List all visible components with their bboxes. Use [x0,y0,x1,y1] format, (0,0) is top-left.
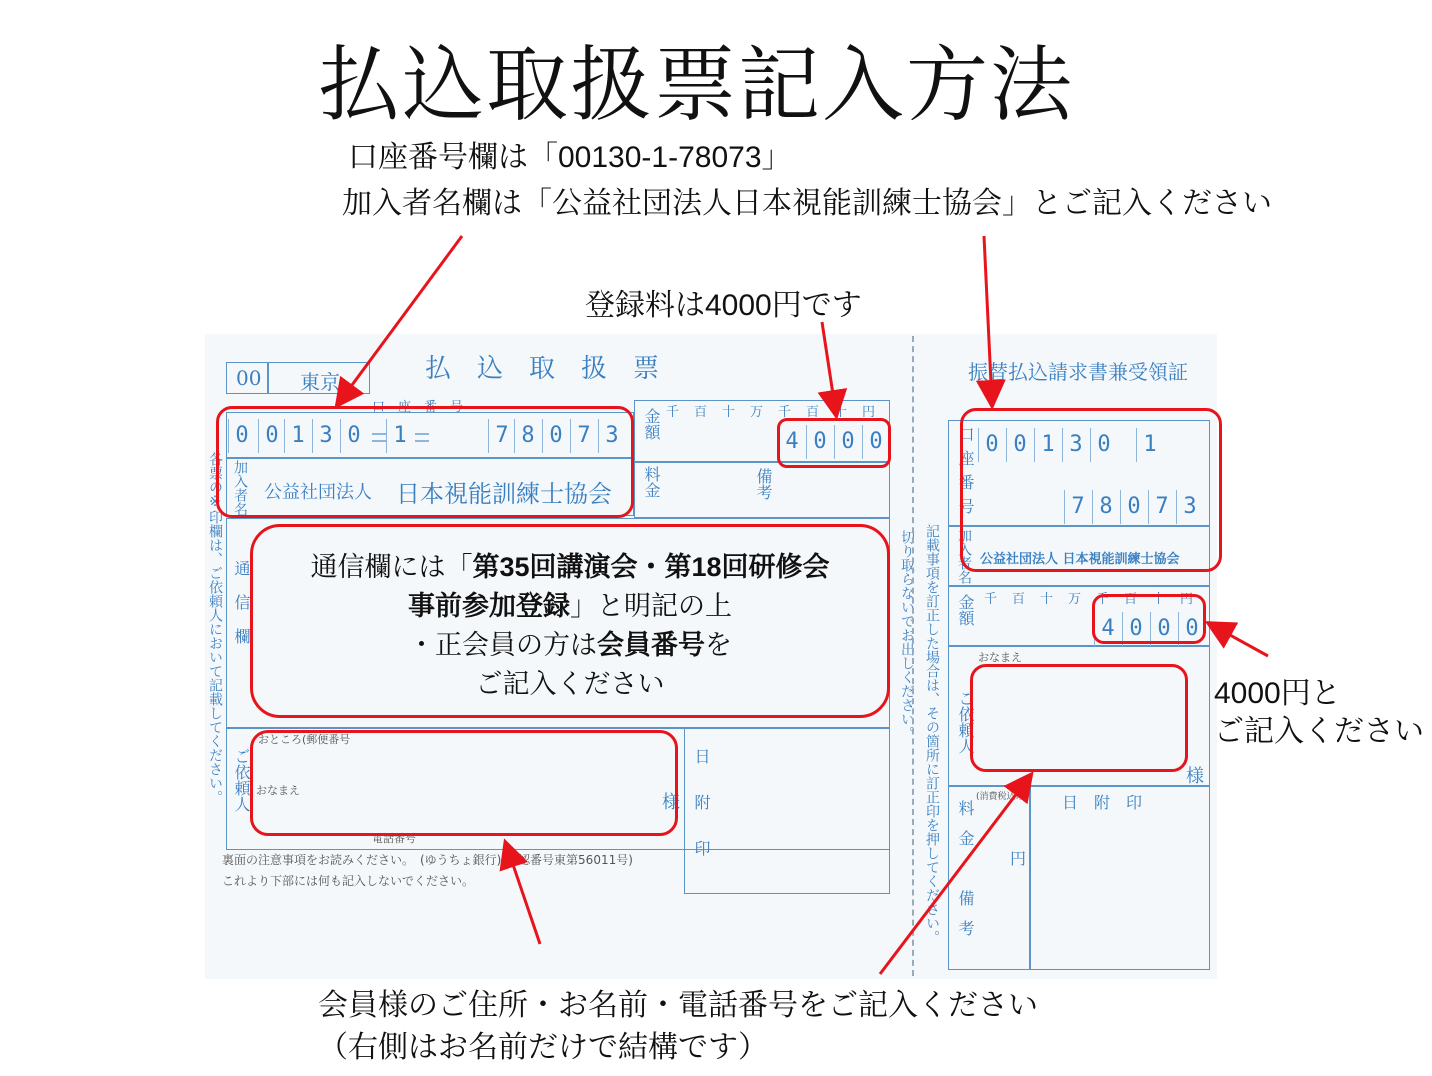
unit-label: 円 [862,405,876,420]
unit-label: 十 [834,405,848,420]
side-note: 各票の※印欄は、ご依頼人において記載してください。 [207,452,223,804]
amount-note-2: ご記入ください [1214,715,1424,748]
account-digit: 0 [542,419,569,453]
receipt-digit: 0 [978,428,1005,462]
receipt-digit: 0 [1006,428,1033,462]
unit-label: 十 [722,405,736,420]
unit-label: 千 [984,592,998,607]
unit-label: 十 [1040,592,1054,607]
subscriber-name-note: 加入者名欄は「公益社団法人日本視能訓練士協会」とご記入ください [342,187,1272,220]
address-hint: おところ(郵便番号 [258,733,351,746]
requester-note-1: 会員様のご住所・お名前・電話番号をご記入ください [318,989,1038,1022]
receipt-subscriber-name: 公益社団法人 日本視能訓練士協会 [980,552,1180,567]
unit-label: 百 [1012,592,1026,607]
receipt-subscriber-label: 加入者名 [956,528,972,584]
receipt-yen: 円 [1010,849,1027,868]
comm-line-1: 通信欄には「第35回講演会・第18回研修会 [310,552,830,582]
account-digit: 7 [488,419,515,453]
amount-digit: 4 [778,425,805,459]
account-digit: 8 [514,419,541,453]
unit-label: 千 [1096,592,1110,607]
receipt-fee-label: 料金 [956,800,975,860]
receipt-remarks-label: 備考 [956,890,975,950]
communication-note [250,548,890,704]
receipt-sama: 様 [1186,766,1204,787]
unit-label: 百 [1124,592,1138,607]
requester-note-2: （右側はお名前だけで結構です） [318,1031,768,1064]
receipt-amount-digit: 0 [1122,612,1149,646]
code-value: 00 [236,366,262,390]
highlight-amount-right [1092,594,1206,644]
amount-note-1: 4000円と [1214,677,1341,710]
unit-label: 万 [750,405,764,420]
city-value: 東京 [300,370,340,394]
receipt-title: 振替払込請求書兼受領証 [968,360,1188,384]
receipt-digit: 0 [1120,490,1147,524]
date-stamp-box [684,728,890,894]
arrow-to-right-amount [1210,624,1268,656]
receipt-digit: 7 [1148,490,1175,524]
footer-note-2: これより下部には何も記入しないでください。 [222,874,475,888]
page-title: 払込取扱票記入方法 [318,38,1075,133]
phone-hint: 電話番号 [372,832,416,845]
unit-label: 千 [666,405,680,420]
account-header: 口 座 番 号 [372,400,464,415]
comm-line-4: ご記入ください [475,669,665,699]
receipt-digit: 3 [1176,490,1203,524]
comm-line-3: ・正会員の方は会員番号を [408,630,732,660]
sama-label: 様 [662,792,680,813]
highlight-account-left [216,406,634,518]
receipt-digit: 1 [1034,428,1061,462]
receipt-name-hint: おなまえ [978,651,1022,664]
requester-label: ご依頼人 [232,748,251,812]
amount-digit: 0 [862,425,889,459]
unit-label: 十 [1152,592,1166,607]
highlight-requester-right [970,664,1188,772]
receipt-date-box [1030,786,1210,970]
receipt-digit: 7 [1064,490,1091,524]
receipt-digit: 8 [1092,490,1119,524]
comm-line-2: 事前参加登録」と明記の上 [408,591,732,621]
separator-line [912,336,914,976]
account-digit: 0 [258,419,285,453]
receipt-digit: 1 [1136,428,1163,462]
account-digit: 0 [228,419,255,453]
unit-label: 万 [1068,592,1082,607]
receipt-amount-digit: 4 [1094,612,1121,646]
fee-label: 料金 [642,466,661,498]
subscriber-name-big: 日本視能訓練士協会 [396,480,612,508]
fee-note: 登録料は4000円です [585,289,862,322]
account-digit: 0 [340,419,367,453]
highlight-account-right [960,408,1222,572]
account-digit: 1 [386,419,413,453]
subscriber-label: 加入者名 [232,460,248,516]
receipt-requester-label: ご依頼人 [956,690,975,754]
footer-note-1: 裏面の注意事項をお読みください。 (ゆうちょ銀行)(承認番号東第56011号) [222,853,633,867]
highlight-requester-left [250,730,678,836]
account-digit: 3 [598,419,625,453]
receipt-digit: 0 [1090,428,1117,462]
unit-label: 百 [806,405,820,420]
account-digit: 3 [312,419,339,453]
receipt-amount-digit: 0 [1150,612,1177,646]
unit-label: 千 [778,405,792,420]
receipt-account-label: 口座番号 [956,426,975,522]
account-digit: 1 [284,419,311,453]
receipt-digit: 3 [1062,428,1089,462]
receipt-tax-hint: (消費税込み) [976,792,1029,802]
amount-digit: 0 [806,425,833,459]
highlight-amount-left [777,418,891,468]
date-stamp-label: 日附印 [692,748,711,886]
correction-note: 記載事項を訂正した場合は、その箇所に訂正印を押してください。 [924,524,940,944]
form-title: 払 込 取 扱 票 [425,354,660,384]
receipt-amount-label: 金額 [956,594,975,626]
subscriber-name-small: 公益社団法人 [264,482,372,503]
remarks-label: 備考 [754,468,773,500]
communication-label: 通信欄 [232,560,251,662]
amount-label: 金額 [642,408,661,440]
account-digit: 7 [570,419,597,453]
account-number-note: 口座番号欄は「00130-1-78073」 [348,141,792,174]
unit-label: 百 [694,405,708,420]
name-hint: おなまえ [256,784,300,797]
cut-note: 切り取らないでお出しください。 [899,530,915,740]
amount-digit: 0 [834,425,861,459]
unit-label: 円 [1180,592,1194,607]
receipt-amount-digit: 0 [1178,612,1205,646]
receipt-date-stamp: 日 附 印 [1062,793,1143,812]
